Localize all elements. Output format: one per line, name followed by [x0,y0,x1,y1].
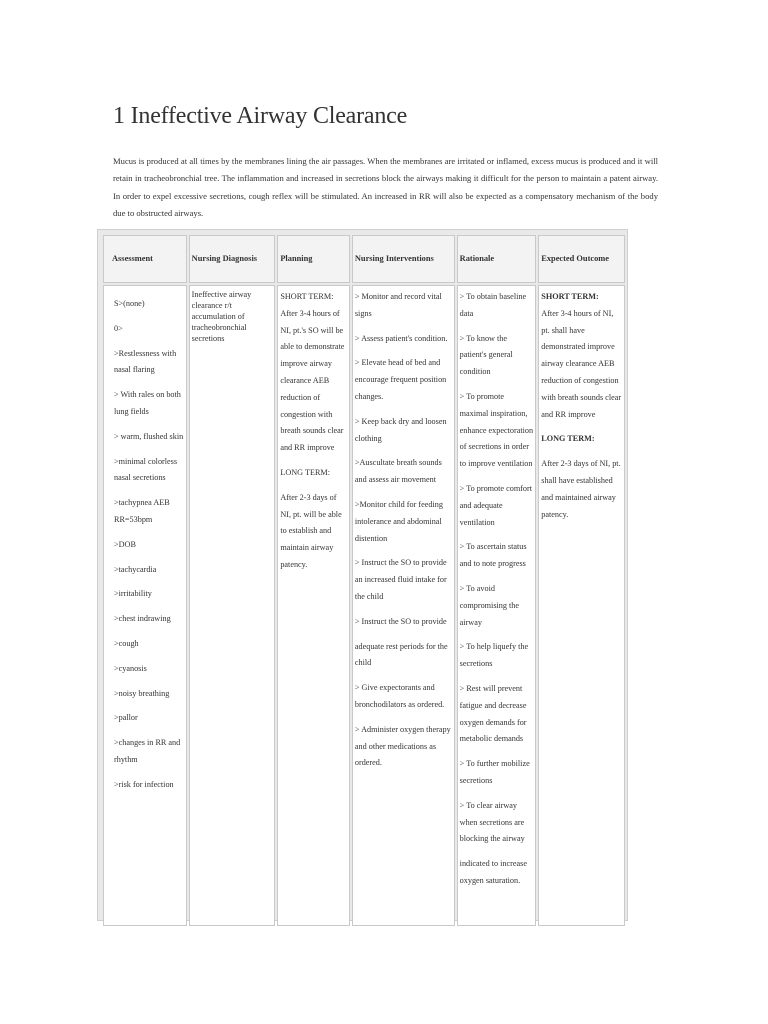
assessment-item: >tachypnea AEB RR=53bpm [114,498,170,524]
planning-short-term-label: SHORT TERM: [280,292,334,301]
assessment-item: >cough [114,638,139,648]
rationale-cell [457,285,537,926]
assessment-item: >cyanosis [114,663,147,673]
outcome-cell [538,285,625,926]
assessment-item: >pallor [114,713,138,723]
rationale-item: > To avoid compromising the airway [459,583,520,627]
outcome-short-term-text: After 3-4 hours of NI, pt. shall have demonstrated improve airway clearance AEB reduction of congestion with breath sounds clear and RR improve [541,308,622,419]
rationale-item: > To further mobilize secretions [459,759,530,785]
diagnosis-cell [189,285,276,926]
header-nursing-diagnosis: Nursing Diagnosis [189,235,276,283]
rationale-item: > To promote comfort and adequate ventilation [459,483,533,527]
rationale-item: > To help liquefy the secretions [459,642,529,669]
assessment-cell [103,285,187,926]
assessment-item: >tachycardia [114,564,157,574]
header-planning: Planning [277,235,350,283]
interventions-cell [352,285,455,926]
intervention-item: >Auscultate breath sounds and assess air movement [354,458,442,485]
assessment-item: > warm, flushed skin [114,431,184,441]
intervention-item: > Instruct the SO to provide [354,616,447,626]
assessment-item: >irritability [114,589,152,599]
planning-long-term-label: LONG TERM: [280,467,330,477]
assessment-item: >noisy breathing [114,688,170,698]
intro-paragraph: Mucus is produced at all times by the membranes lining the air passages. When the membranes are irritated or inflamed, excess mucus is produced and it will retain in tracheobronchial tree. The inflammation and increased in secretions block the airways making it difficult for the person to maintain a patent airway. In order to expel excessive secretions, cough reflex will be stimulated. An increased in RR will also be expected as a compensatory mechanism of the body due to obstructed airways. [113,156,658,219]
assessment-item: 0> [114,323,123,333]
intervention-item: > Keep back dry and loosen clothing [354,416,447,443]
planning-long-term-text: After 2-3 days of NI, pt. will be able to establish and maintain airway patency. [280,492,342,569]
outcome-long-term-label: LONG TERM: [541,434,595,444]
intervention-item: > Administer oxygen therapy and other medications as ordered. [354,724,451,768]
outcome-short-term-label: SHORT TERM: [541,292,599,301]
care-plan-table-container [97,229,628,921]
rationale-item: > To know the patient's general condition [459,333,513,377]
assessment-item: > With rales on both lung fields [114,390,181,416]
nursing-care-plan-table [101,233,627,928]
intervention-item: > Elevate head of bed and encourage frequent position changes. [354,358,447,401]
header-assessment: Assessment [103,235,187,283]
assessment-item: >DOB [114,539,136,549]
rationale-item: > To clear airway when secretions are blocking the airway [459,800,525,844]
rationale-list [460,289,534,890]
assessment-item: >minimal colorless nasal secretions [114,456,178,483]
intervention-item: > Give expectorants and bronchodilators as ordered. [354,683,445,709]
assessment-item: >risk for infection [114,779,174,789]
rationale-item: > To promote maximal inspiration, enhance expectoration of secretions in order to improve ventilation [459,391,534,469]
assessment-list [114,296,184,794]
rationale-item: > To obtain baseline data [459,292,527,318]
intervention-item: > Assess patient's condition. [354,333,448,343]
assessment-item: >chest indrawing [114,614,171,624]
table-row [103,285,625,926]
rationale-item: > To ascertain status and to note progress [459,542,527,569]
planning-cell [277,285,350,926]
diagnosis-text: Ineffective airway clearance r/t accumulation of tracheobronchial secretions [191,290,252,343]
intervention-item: > Monitor and record vital signs [354,292,442,318]
intervention-item: >Monitor child for feeding intolerance and abdominal distention [354,499,443,543]
page-title: 1 Ineffective Airway Clearance [113,103,408,129]
rationale-item: indicated to increase oxygen saturation. [459,859,527,885]
assessment-item: >Restlessness with nasal flaring [114,348,177,375]
header-expected-outcome: Expected Outcome [538,235,625,283]
rationale-item: > Rest will prevent fatigue and decrease oxygen demands for metabolic demands [459,683,527,744]
header-rationale: Rationale [457,235,537,283]
intervention-item: > Instruct the SO to provide an increased fluid intake for the child [354,558,447,601]
planning-short-term-text: After 3-4 hours of NI, pt.'s SO will be able to demonstrate improve airway clearance AEB reduction of congestion with breath sounds clear and RR improve [280,308,345,453]
header-nursing-interventions: Nursing Interventions [352,235,455,283]
assessment-item: S>(none) [114,299,145,308]
intervention-item: adequate rest periods for the child [354,641,448,668]
interventions-list [355,289,452,772]
assessment-item: >changes in RR and rhythm [114,738,181,764]
outcome-long-term-text: After 2-3 days of NI, pt. shall have established and maintained airway patency. [541,459,621,519]
table-header-row [103,235,625,283]
